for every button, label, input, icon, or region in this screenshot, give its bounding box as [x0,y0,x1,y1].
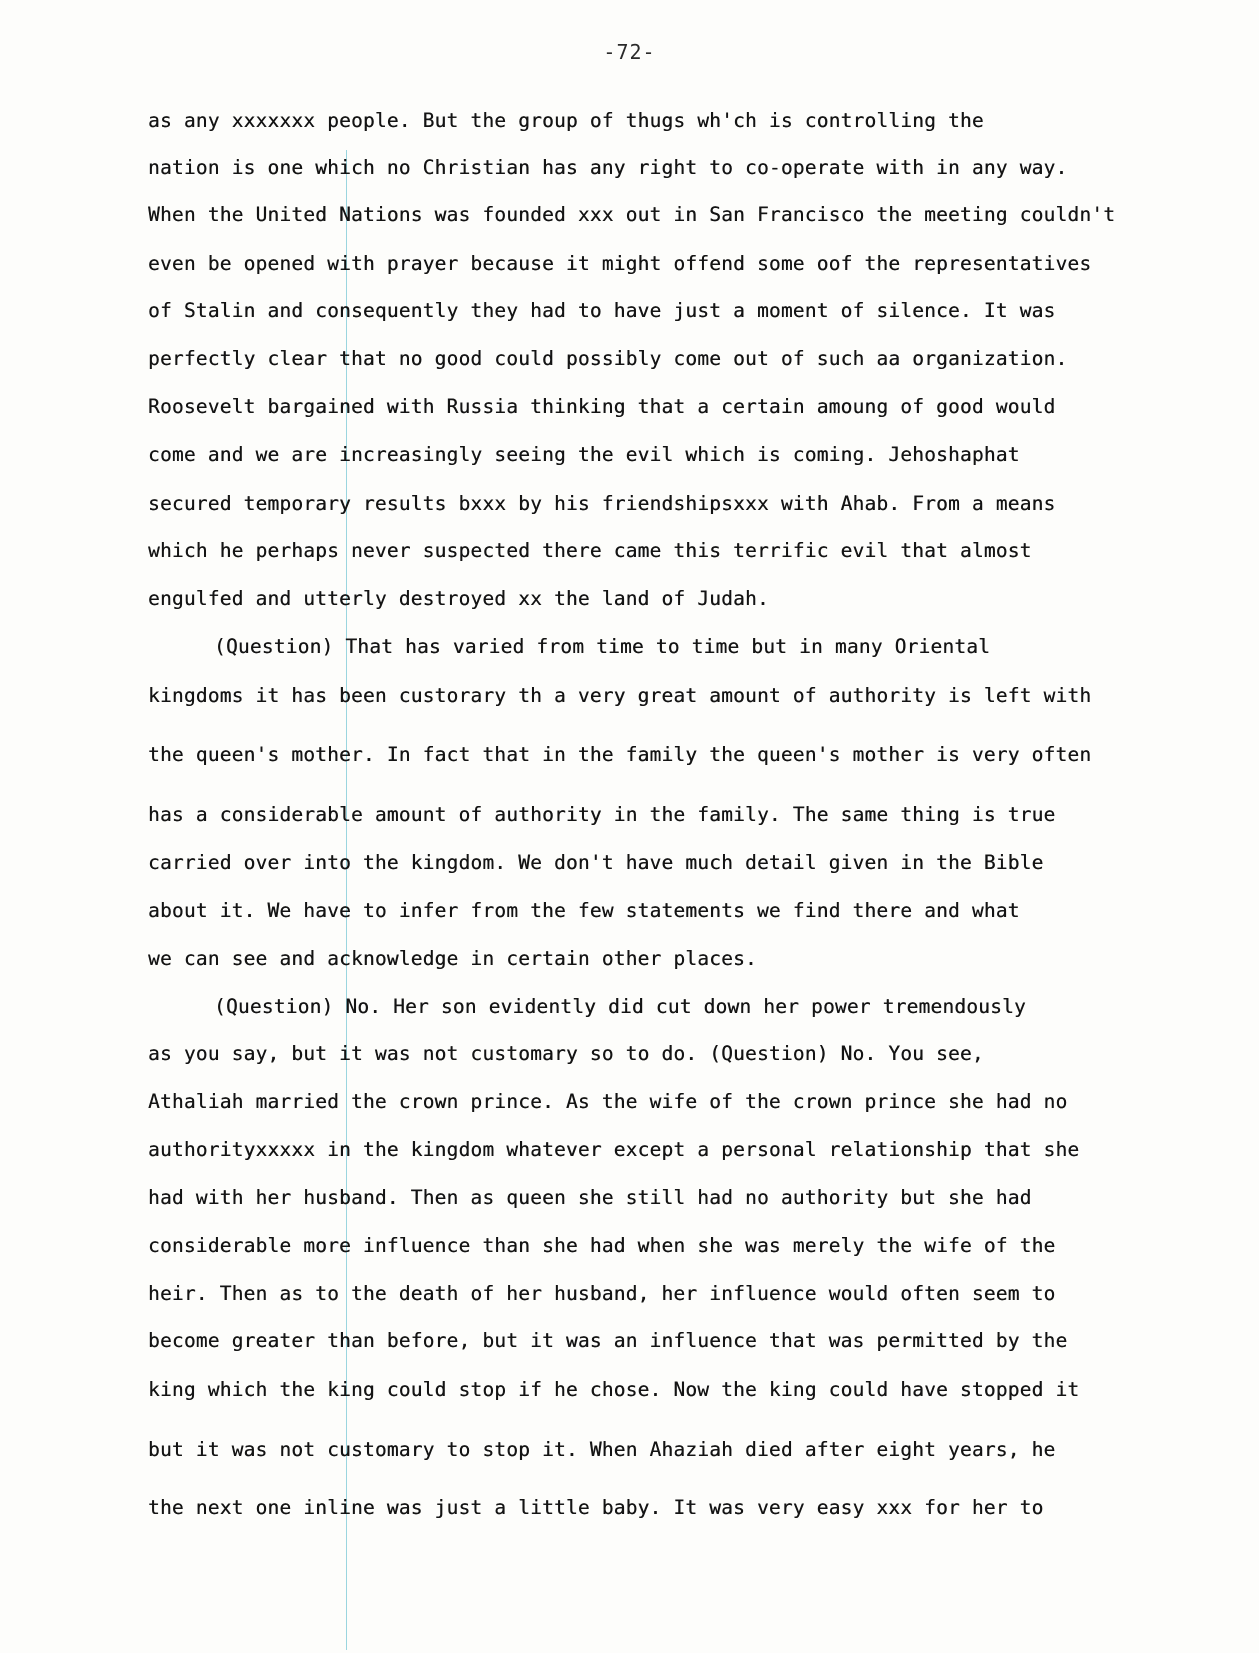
text-line: carried over into the kingdom. We don't have much detail given in the Bible [148,851,1044,874]
text-line: engulfed and utterly destroyed xx the land of Judah. [148,587,769,610]
text-line: become greater than before, but it was an influence that was permitted by the [148,1329,1068,1352]
text-line: has a considerable amount of authority in the family. The same thing is true [148,803,1056,826]
text-line: the next one inline was just a little baby. It was very easy xxx for her to [148,1496,1044,1519]
text-line: nation is one which no Christian has any right to co-operate with in any way. [148,156,1068,179]
text-line: heir. Then as to the death of her husband, her influence would often seem to [148,1282,1056,1305]
text-line: but it was not customary to stop it. When Ahaziah died after eight years, he [148,1438,1056,1461]
text-line: king which the king could stop if he chose. Now the king could have stopped it [148,1378,1080,1401]
text-line: as you say, but it was not customary so to do. (Question) No. You see, [148,1042,984,1065]
text-line: kingdoms it has been custorary th a very great amount of authority is left with [148,684,1092,707]
body-text [148,108,1218,1520]
text-line: authorityxxxxx in the kingdom whatever except a personal relationship that she [148,1138,1080,1161]
text-line: When the United Nations was founded xxx out in San Francisco the meeting couldn't [148,203,1116,226]
text-line: we can see and acknowledge in certain other places. [148,947,757,970]
text-line: as any xxxxxxx people. But the group of thugs wh'ch is controlling the [148,109,984,132]
text-line: (Question) That has varied from time to time but in many Oriental [214,635,991,658]
text-line: about it. We have to infer from the few statements we find there and what [148,899,1020,922]
text-line: the queen's mother. In fact that in the family the queen's mother is very often [148,743,1092,766]
text-line: (Question) No. Her son evidently did cut down her power tremendously [214,995,1026,1018]
text-line: Athaliah married the crown prince. As the wife of the crown prince she had no [148,1090,1068,1113]
text-line: secured temporary results bxxx by his friendshipsxxx with Ahab. From a means [148,492,1056,515]
text-line: come and we are increasingly seeing the evil which is coming. Jehoshaphat [148,443,1020,466]
text-line: had with her husband. Then as queen she still had no authority but she had [148,1186,1032,1209]
page-number: -72- [603,40,656,64]
text-line: even be opened with prayer because it might offend some oof the representatives [148,252,1092,275]
text-line: perfectly clear that no good could possibly come out of such aa organization. [148,347,1068,370]
text-line: of Stalin and consequently they had to have just a moment of silence. It was [148,299,1056,322]
text-line: considerable more influence than she had when she was merely the wife of the [148,1234,1056,1257]
text-line: which he perhaps never suspected there came this terrific evil that almost [148,539,1032,562]
text-line: Roosevelt bargained with Russia thinking that a certain amoung of good would [148,395,1056,418]
